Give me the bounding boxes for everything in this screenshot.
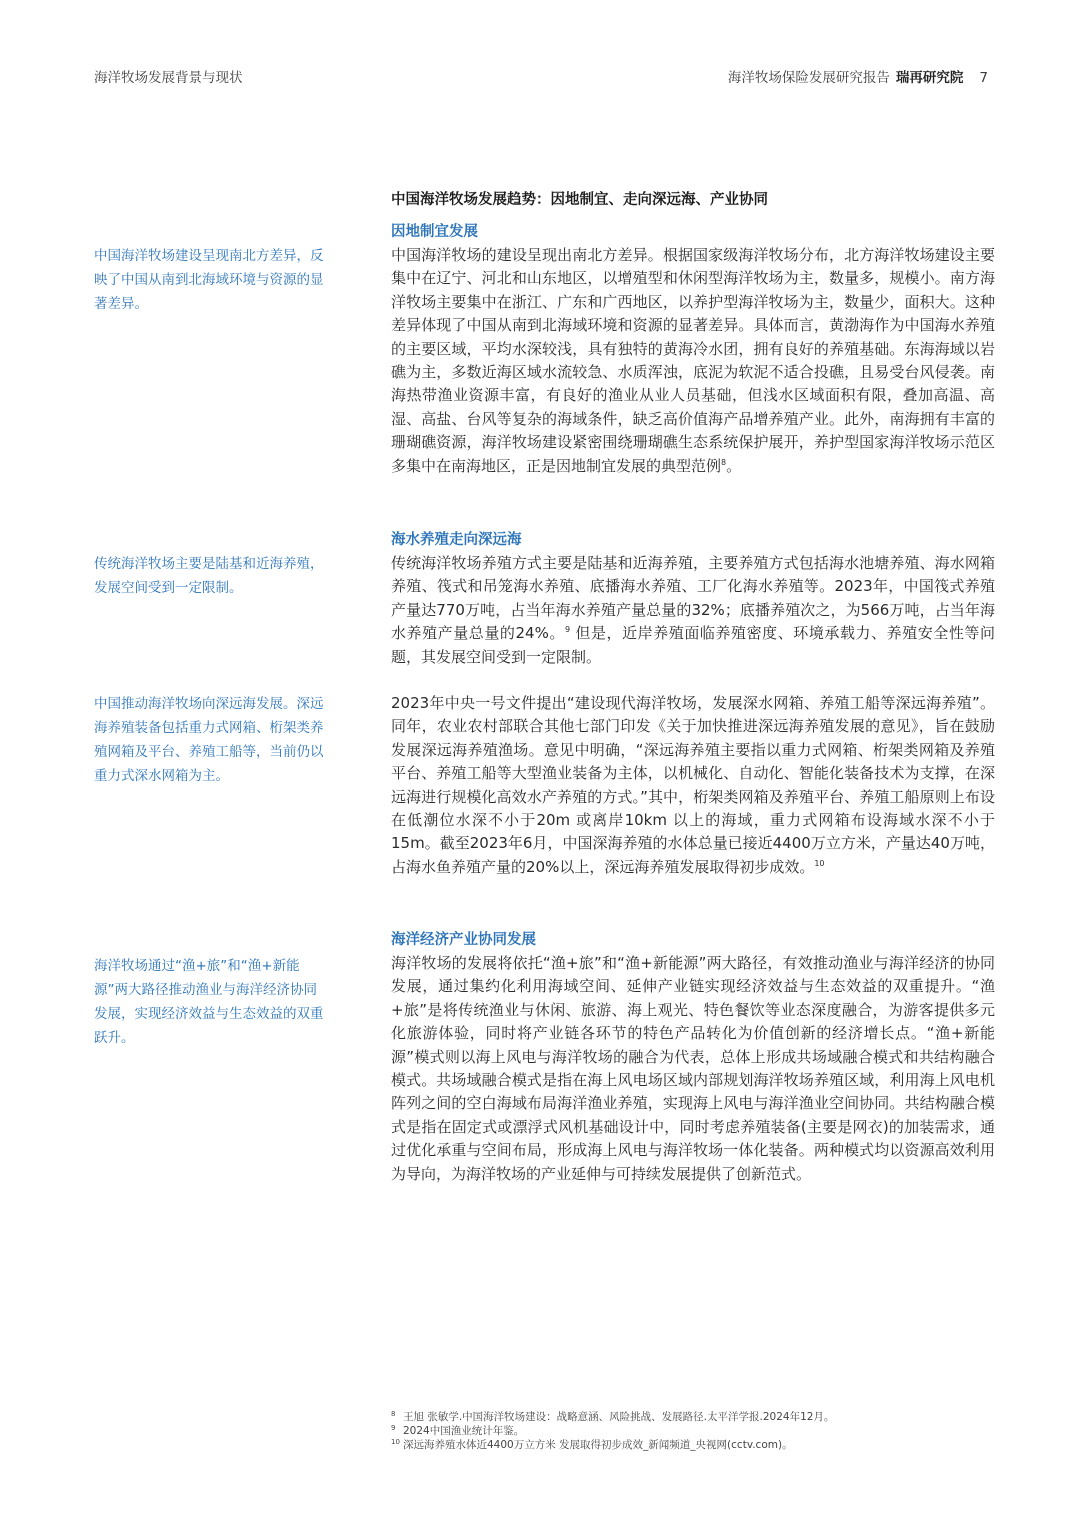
section-industry-synergy bbox=[391, 928, 995, 1186]
footnote: 10 深远海养殖水体近4400万立方米 发展取得初步成效_新闻频道_央视网(cctv.com)。 bbox=[391, 1438, 793, 1451]
running-header-left: 海洋牧场发展背景与现状 bbox=[94, 70, 243, 86]
sidebar-note: 中国海洋牧场建设呈现南北方差异，反映了中国从南到北海域环境与资源的显著差异。 bbox=[94, 248, 324, 312]
paragraph: 海洋牧场的发展将依托“渔+旅”和“渔+新能源”两大路径，有效推动渔业与海洋经济的协同发展，通过集约化利用海域空间、延伸产业链实现经济效益与生态效益的双重提升。“渔+旅”是将传统渔业与休闲、旅游、海上观光、特色餐饮等业态深度融合，为游客提供多元化旅游体验，同时将产业链各环节的特色产品转化为价值创新的经济增长点。“渔+新能源”模式则以海上风电与海洋牧场的融合为代表，总体上形成共场域融合模式和共结构融合模式。共场域融合模式是指在海上风电场区域内部规划海洋牧场养殖区域，利用海上风电机阵列之间的空白海域布局海洋渔业养殖，实现海上风电与海洋渔业空间协同。共结构融合模式是指在固定式或漂浮式风机基础设计中，同时考虑养殖装备(主要是网衣)的加装需求，通过优化承重与空间布局，形成海上风电与海洋牧场一体化装备。两种模式均以资源高效利用为导向，为海洋牧场的产业延伸与可持续发展提供了创新范式。 bbox=[391, 954, 995, 1183]
sidebar-note: 中国推动海洋牧场向深远海发展。深远海养殖装备包括重力式网箱、桁架类养殖网箱及平台、养殖工船等，当前仍以重力式深水网箱为主。 bbox=[94, 696, 324, 784]
sidebar-note: 海洋牧场通过“渔+旅”和“渔+新能源”两大路径推动渔业与海洋经济协同发展，实现经济效益与生态效益的双重跃升。 bbox=[94, 958, 324, 1046]
paragraph: 中国海洋牧场的建设呈现出南北方差异。根据国家级海洋牧场分布，北方海洋牧场建设主要集中在辽宁、河北和山东地区，以增殖型和休闲型海洋牧场为主，数量多，规模小。南方海洋牧场主要集中在浙江、广东和广西地区，以养护型海洋牧场为主，数量少，面积大。这种差异体现了中国从南到北海域环境和资源的显著差异。具体而言，黄渤海作为中国海水养殖的主要区域，平均水深较浅，具有独特的黄海冷水团，拥有良好的养殖基础。东海海域以岩礁为主，多数近海区域水流较急、水质浑浊，底泥为软泥不适合投礁，且易受台风侵袭。南海热带渔业资源丰富，有良好的渔业从业人员基础，但浅水区域面积有限，叠加高温、高湿、高盐、台风等复杂的海域条件，缺乏高价值海产品增养殖产业。此外，南海拥有丰富的珊瑚礁资源，海洋牧场建设紧密围绕珊瑚礁生态系统保护展开，养护型国家海洋牧场示范区多集中在南海地区，正是因地制宜发展的典型范例$^8$。 bbox=[391, 246, 995, 475]
paragraph: 2023年中央一号文件提出“建设现代海洋牧场，发展深水网箱、养殖工船等深远海养殖”。同年，农业农村部联合其他七部门印发《关于加快推进深远海养殖发展的意见》，旨在鼓励发展深远海养殖渔场。意见中明确，“深远海养殖主要指以重力式网箱、桁架类网箱及养殖平台、养殖工船等大型渔业装备为主体，以机械化、自动化、智能化装备技术为支撑，在深远海进行规模化高效水产养殖的方式。”其中，桁架类网箱及养殖平台、养殖工船原则上布设在低潮位水深不小于20m 或离岸10km 以上的海域，重力式网箱布设海域水深不小于15m。截至2023年6月，中国深海养殖的水体总量已接近4400万立方米，产量达40万吨，占海水鱼养殖产量的20%以上，深远海养殖发展取得初步成效。$^{10}$ bbox=[391, 694, 995, 876]
section-deep-sea-cont bbox=[391, 692, 995, 879]
page-number: 7 bbox=[979, 70, 988, 86]
section-local-conditions bbox=[391, 220, 995, 478]
section-heading: 因地制宜发展 bbox=[391, 224, 478, 240]
footnote-ref: 10 bbox=[814, 858, 825, 868]
footnote: 9 2024中国渔业统计年鉴。 bbox=[391, 1424, 525, 1437]
report-title: 海洋牧场保险发展研究报告 bbox=[727, 70, 890, 86]
footnote: 8 王旭 张敏学.中国海洋牧场建设：战略意涵、风险挑战、发展路径.太平洋学报.2024年12月。 bbox=[391, 1410, 835, 1423]
page-title: 中国海洋牧场发展趋势：因地制宜、走向深远海、产业协同 bbox=[391, 192, 768, 208]
paragraph: 传统海洋牧场养殖方式主要是陆基和近海养殖，主要养殖方式包括海水池塘养殖、海水网箱养殖、筏式和吊笼海水养殖、底播海水养殖、工厂化海水养殖等。2023年，中国筏式养殖产量达770万吨，占当年海水养殖产量总量的32%；底播养殖次之，为566万吨，占当年海水养殖产量总量的24%。$^9$ 但是，近岸养殖面临养殖密度、环境承载力、养殖安全性等问题，其发展空间受到一定限制。 bbox=[391, 554, 995, 666]
section-deep-sea bbox=[391, 528, 995, 669]
footnote-ref: 9 bbox=[564, 625, 571, 635]
institute-name: 瑞再研究院 bbox=[895, 70, 964, 86]
section-heading: 海洋经济产业协同发展 bbox=[391, 932, 536, 948]
running-header-right bbox=[728, 66, 988, 86]
sidebar-note: 传统海洋牧场主要是陆基和近海养殖，发展空间受到一定限制。 bbox=[94, 556, 324, 596]
section-heading: 海水养殖走向深远海 bbox=[391, 532, 522, 548]
footnote-ref: 8 bbox=[721, 457, 727, 467]
footnotes bbox=[391, 1410, 1011, 1452]
